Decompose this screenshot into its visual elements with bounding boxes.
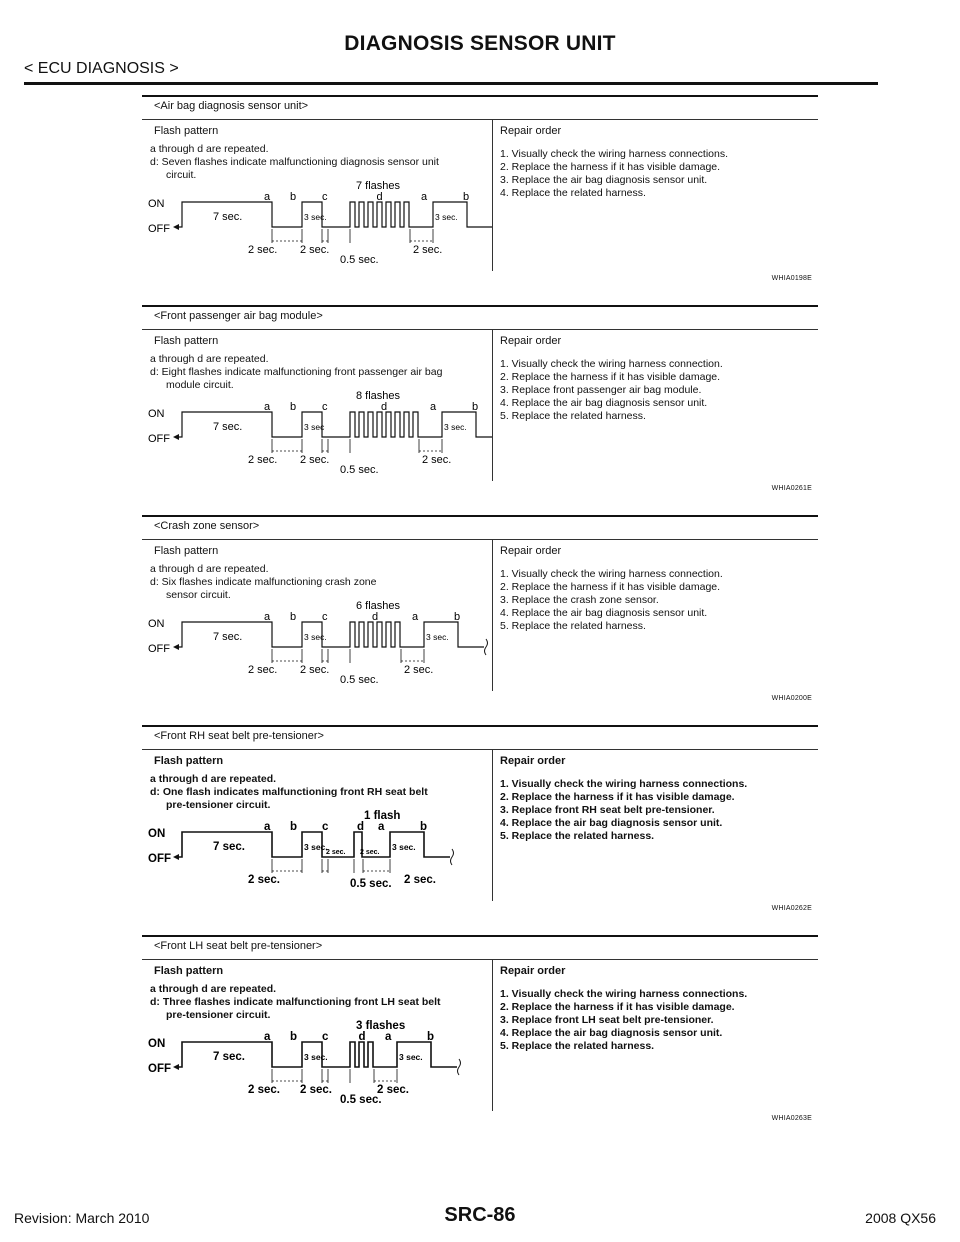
flash-pattern-diagram: [142, 725, 492, 901]
column-header-repair-order: Repair order: [500, 965, 566, 977]
figure-id: WHIA0261E: [771, 485, 812, 492]
repair-order-list: [500, 778, 816, 843]
flash-description-line: sensor circuit.: [166, 589, 231, 601]
flash-description-line: d: Six flashes indicate malfunctioning crash zone: [150, 576, 377, 588]
label-b: b: [463, 191, 470, 203]
duration-2sec-short: 2 sec.: [360, 849, 380, 856]
flash-pattern-diagram: [142, 515, 492, 691]
duration-7sec: 7 sec.: [213, 211, 243, 223]
duration-2sec: 2 sec.: [300, 454, 330, 466]
duration-7sec: 7 sec.: [213, 631, 243, 643]
column-header-flash-pattern: Flash pattern: [154, 965, 224, 977]
repair-step: 4. Replace the air bag diagnosis sensor unit.: [500, 1027, 723, 1039]
flash-pattern-diagram: [142, 935, 492, 1111]
table-caption: <Front LH seat belt pre-tensioner>: [154, 940, 323, 952]
duration-2sec: 2 sec.: [300, 1084, 332, 1096]
flash-description-line: circuit.: [166, 169, 197, 181]
repair-step: 5. Replace the related harness.: [500, 1040, 655, 1052]
repair-step: 4. Replace the air bag diagnosis sensor unit.: [500, 607, 708, 619]
repair-order-list: [500, 358, 816, 423]
repair-step: 4. Replace the air bag diagnosis sensor unit.: [500, 817, 723, 829]
duration-2sec: 2 sec.: [300, 664, 330, 676]
label-on: ON: [148, 408, 165, 420]
repair-step: 5. Replace the related harness.: [500, 830, 655, 842]
repair-step: 1. Visually check the wiring harness connection.: [500, 358, 723, 370]
repair-step: 3. Replace the air bag diagnosis sensor unit.: [500, 174, 708, 186]
flashes-count-label: 6 flashes: [356, 600, 401, 612]
flash-description-line: d: Eight flashes indicate malfunctioning front passenger air bag: [150, 366, 443, 378]
duration-3sec: 3 sec.: [304, 212, 327, 222]
repair-order-list: [500, 568, 816, 633]
duration-2sec: 2 sec.: [248, 874, 280, 886]
label-b: b: [290, 1031, 298, 1043]
footer-model: 2008 QX56: [865, 1210, 936, 1226]
flash-description-line: d: One flash indicates malfunctioning front RH seat belt: [150, 786, 428, 798]
label-d: d: [381, 401, 388, 413]
duration-3sec: 3 sec.: [304, 842, 328, 852]
label-b: b: [427, 1031, 435, 1043]
flash-pattern-table-front-lh-seat-belt-pre-tensioner: [142, 935, 818, 1135]
column-header-flash-pattern: Flash pattern: [154, 545, 219, 557]
flashes-count-label: 8 flashes: [356, 390, 401, 402]
flash-description-line: d: Three flashes indicate malfunctioning front LH seat belt: [150, 996, 441, 1008]
flash-description-line: d: Seven flashes indicate malfunctioning diagnosis sensor unit: [150, 156, 439, 168]
label-b: b: [290, 611, 297, 623]
duration-3sec: 3 sec.: [399, 1052, 423, 1062]
figure-id: WHIA0263E: [771, 1115, 812, 1122]
label-a: a: [385, 1031, 392, 1043]
label-a: a: [264, 191, 271, 203]
column-divider: [492, 329, 493, 481]
waveform-break-mark: [451, 849, 454, 865]
figure-id: WHIA0200E: [771, 695, 812, 702]
duration-2sec: 2 sec.: [404, 664, 434, 676]
flash-description-line: a through d are repeated.: [150, 773, 277, 785]
repair-step: 1. Visually check the wiring harness connection.: [500, 568, 723, 580]
flash-pattern-table-crash-zone-sensor: [142, 515, 818, 715]
duration-half-sec: 0.5 sec.: [340, 254, 379, 266]
footer-revision: Revision: March 2010: [14, 1210, 150, 1226]
repair-step: 3. Replace front LH seat belt pre-tensioner.: [500, 1014, 714, 1026]
label-off: OFF: [148, 643, 170, 655]
flash-description-line: pre-tensioner circuit.: [166, 1009, 271, 1021]
duration-2sec: 2 sec.: [248, 664, 278, 676]
duration-7sec: 7 sec.: [213, 421, 243, 433]
label-on: ON: [148, 828, 166, 840]
repair-step: 1. Visually check the wiring harness connections.: [500, 148, 729, 160]
duration-3sec: 3 sec.: [304, 632, 327, 642]
repair-step: 2. Replace the harness if it has visible damage.: [500, 371, 721, 383]
table-caption: <Front RH seat belt pre-tensioner>: [154, 730, 324, 742]
repair-step: 1. Visually check the wiring harness connections.: [500, 988, 748, 1000]
arrow-marker: [173, 854, 179, 860]
flash-pattern-diagram: [142, 95, 492, 271]
column-header-repair-order: Repair order: [500, 335, 562, 347]
flash-description-line: module circuit.: [166, 379, 234, 391]
repair-order-list: [500, 988, 816, 1053]
figure-id: WHIA0198E: [771, 275, 812, 282]
duration-2sec: 2 sec.: [248, 454, 278, 466]
duration-2sec: 2 sec.: [248, 1084, 280, 1096]
column-divider: [492, 539, 493, 691]
section-breadcrumb: < ECU DIAGNOSIS >: [24, 60, 179, 77]
label-a: a: [430, 401, 437, 413]
duration-2sec: 2 sec.: [404, 874, 436, 886]
label-a: a: [378, 821, 385, 833]
label-a: a: [264, 611, 271, 623]
flashes-count-label: 1 flash: [364, 810, 401, 822]
duration-3sec: 3 sec.: [392, 842, 416, 852]
label-d: d: [376, 191, 383, 203]
label-b: b: [420, 821, 428, 833]
table-caption: <Air bag diagnosis sensor unit>: [154, 100, 309, 112]
repair-step: 2. Replace the harness if it has visible damage.: [500, 1001, 735, 1013]
label-a: a: [264, 821, 271, 833]
label-d: d: [372, 611, 379, 623]
label-off: OFF: [148, 433, 170, 445]
label-b: b: [290, 401, 297, 413]
repair-order-list: [500, 148, 816, 200]
label-a: a: [264, 401, 271, 413]
duration-2sec: 2 sec.: [422, 454, 452, 466]
arrow-marker: [173, 1064, 179, 1070]
page-title: DIAGNOSIS SENSOR UNIT: [344, 32, 616, 55]
label-on: ON: [148, 198, 165, 210]
flash-pattern-table-front-rh-seat-belt-pre-tensioner: [142, 725, 818, 925]
figure-id: WHIA0262E: [771, 905, 812, 912]
label-c: c: [322, 611, 328, 623]
arrow-marker: [173, 434, 179, 440]
flash-description-line: a through d are repeated.: [150, 983, 277, 995]
repair-step: 3. Replace front RH seat belt pre-tensioner.: [500, 804, 715, 816]
label-d: d: [358, 1031, 366, 1043]
label-off: OFF: [148, 223, 170, 235]
page-number: SRC-86: [444, 1204, 516, 1226]
flash-description-line: a through d are repeated.: [150, 353, 269, 365]
column-divider: [492, 959, 493, 1111]
label-b: b: [454, 611, 461, 623]
duration-2sec-short: 2 sec.: [326, 849, 346, 856]
label-on: ON: [148, 1038, 166, 1050]
flashes-count-label: 7 flashes: [356, 180, 401, 192]
column-divider: [492, 749, 493, 901]
table-caption: <Front passenger air bag module>: [154, 310, 323, 322]
column-header-flash-pattern: Flash pattern: [154, 335, 219, 347]
label-off: OFF: [148, 1063, 171, 1075]
repair-step: 3. Replace front passenger air bag module.: [500, 384, 702, 396]
repair-step: 2. Replace the harness if it has visible damage.: [500, 581, 721, 593]
repair-step: 4. Replace the related harness.: [500, 187, 646, 199]
flash-description-line: a through d are repeated.: [150, 563, 269, 575]
duration-half-sec: 0.5 sec.: [340, 464, 379, 476]
duration-3sec: 3 sec.: [426, 632, 449, 642]
duration-half-sec: 0.5 sec.: [350, 878, 392, 890]
duration-half-sec: 0.5 sec.: [340, 1094, 382, 1106]
duration-half-sec: 0.5 sec.: [340, 674, 379, 686]
duration-7sec: 7 sec.: [213, 841, 245, 853]
header-divider: [24, 82, 878, 85]
column-header-repair-order: Repair order: [500, 755, 566, 767]
label-a: a: [264, 1031, 271, 1043]
flash-pattern-table-front-passenger-air-bag-module: [142, 305, 818, 505]
table-caption: <Crash zone sensor>: [154, 520, 260, 532]
label-a: a: [421, 191, 428, 203]
label-c: c: [322, 191, 328, 203]
arrow-marker: [173, 224, 179, 230]
label-c: c: [322, 401, 328, 413]
repair-step: 2. Replace the harness if it has visible damage.: [500, 161, 721, 173]
waveform-break-mark: [485, 639, 488, 655]
duration-7sec: 7 sec.: [213, 1051, 245, 1063]
column-divider: [492, 119, 493, 271]
duration-2sec: 2 sec.: [248, 244, 278, 256]
waveform-break-mark: [458, 1059, 461, 1075]
label-off: OFF: [148, 853, 171, 865]
label-c: c: [322, 821, 329, 833]
label-b: b: [290, 191, 297, 203]
duration-2sec: 2 sec.: [300, 244, 330, 256]
duration-3sec: 3 sec.: [444, 422, 467, 432]
duration-3sec: 3 sec: [304, 422, 325, 432]
column-header-repair-order: Repair order: [500, 125, 562, 137]
repair-step: 5. Replace the related harness.: [500, 620, 646, 632]
duration-2sec: 2 sec.: [377, 1084, 409, 1096]
label-a: a: [412, 611, 419, 623]
column-header-flash-pattern: Flash pattern: [154, 755, 224, 767]
flash-description-line: pre-tensioner circuit.: [166, 799, 271, 811]
repair-step: 5. Replace the related harness.: [500, 410, 646, 422]
duration-2sec: 2 sec.: [413, 244, 443, 256]
label-b: b: [472, 401, 479, 413]
label-d: d: [357, 821, 365, 833]
repair-step: 4. Replace the air bag diagnosis sensor unit.: [500, 397, 708, 409]
label-c: c: [322, 1031, 329, 1043]
flashes-count-label: 3 flashes: [356, 1020, 406, 1032]
repair-step: 3. Replace the crash zone sensor.: [500, 594, 659, 606]
repair-step: 2. Replace the harness if it has visible damage.: [500, 791, 735, 803]
label-on: ON: [148, 618, 165, 630]
flash-description-line: a through d are repeated.: [150, 143, 269, 155]
column-header-repair-order: Repair order: [500, 545, 562, 557]
column-header-flash-pattern: Flash pattern: [154, 125, 219, 137]
flash-pattern-table-air-bag-diagnosis-sensor-unit: [142, 95, 818, 295]
label-b: b: [290, 821, 298, 833]
repair-step: 1. Visually check the wiring harness connections.: [500, 778, 748, 790]
flash-pattern-diagram: [142, 305, 492, 481]
arrow-marker: [173, 644, 179, 650]
duration-3sec: 3 sec.: [435, 212, 458, 222]
duration-3sec: 3 sec.: [304, 1052, 328, 1062]
